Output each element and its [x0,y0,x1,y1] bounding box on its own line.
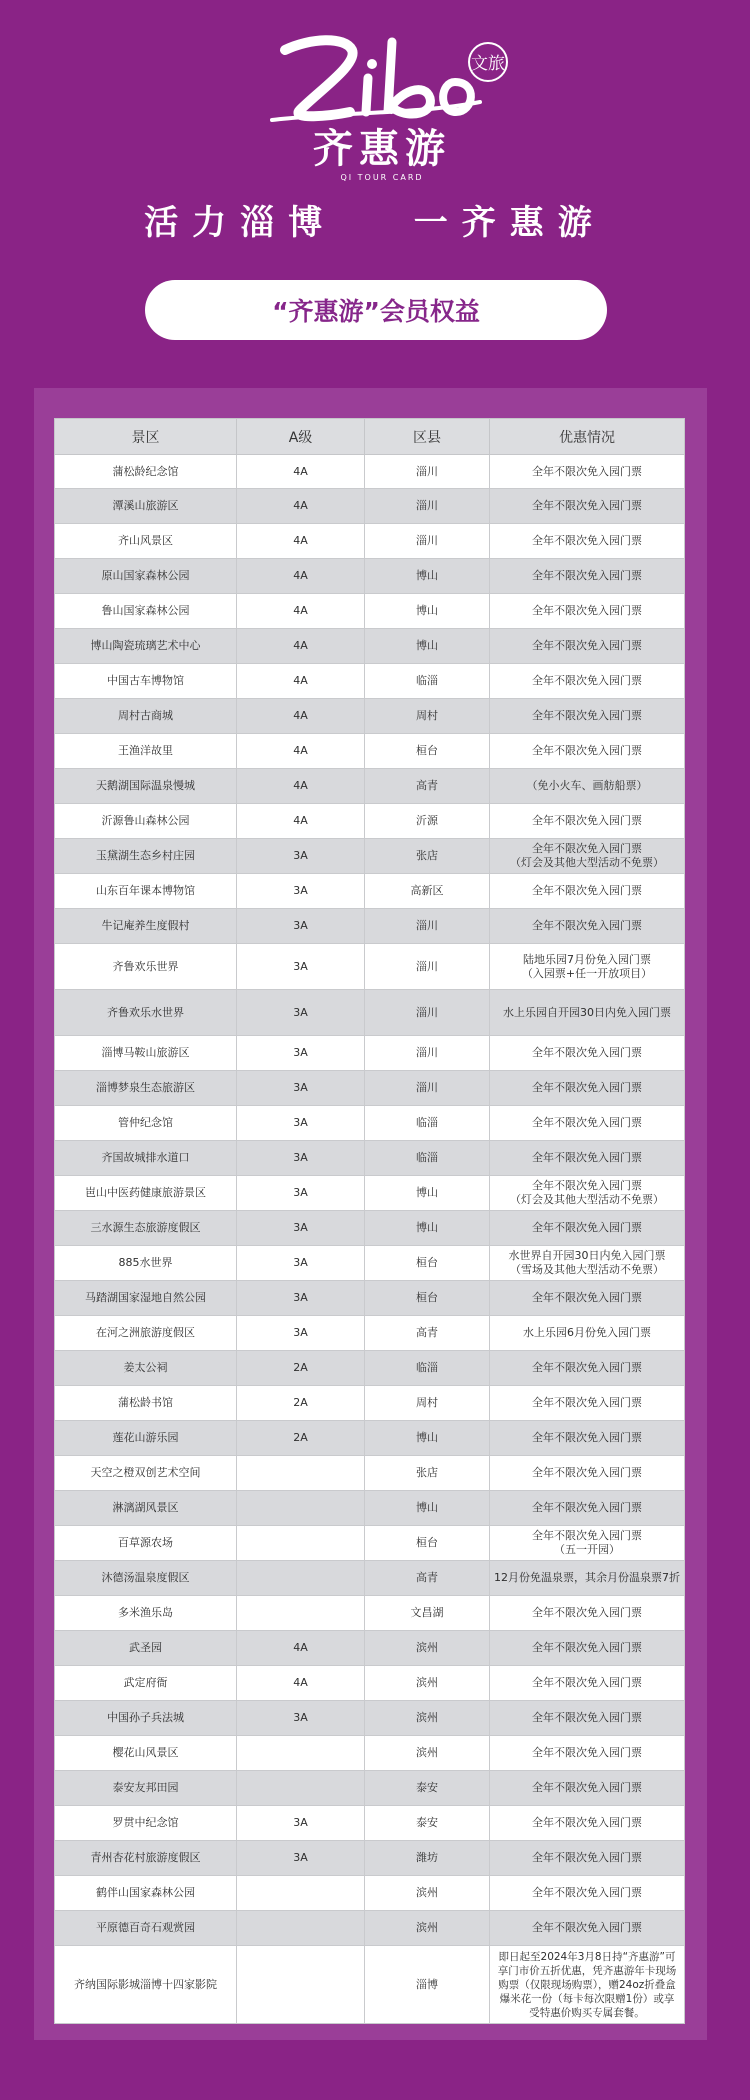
cell-level [237,1946,365,2024]
cell-scenic-spot: 樱花山风景区 [55,1736,237,1771]
cell-district: 博山 [365,629,490,664]
cell-district: 滨州 [365,1701,490,1736]
cell-offer: 全年不限次免入园门票 [490,524,685,559]
cell-level: 4A [237,699,365,734]
cell-district: 滨州 [365,1876,490,1911]
cell-offer: 水上乐园6月份免入园门票 [490,1316,685,1351]
table-row [55,1736,685,1771]
table-row [55,1106,685,1141]
cell-scenic-spot: 原山国家森林公园 [55,559,237,594]
cell-offer: 全年不限次免入园门票 [490,1596,685,1631]
cell-offer: 全年不限次免入园门票 [490,1666,685,1701]
cell-offer: 全年不限次免入园门票 [490,1071,685,1106]
cell-scenic-spot: 天空之橙双创艺术空间 [55,1456,237,1491]
header-scenic-spot: 景区 [55,419,237,455]
table-row [55,1841,685,1876]
cell-scenic-spot: 管仲纪念馆 [55,1106,237,1141]
table-row [55,1071,685,1106]
cell-scenic-spot: 在河之洲旅游度假区 [55,1316,237,1351]
cell-offer: 全年不限次免入园门票 [490,489,685,524]
cell-scenic-spot: 齐鲁欢乐世界 [55,944,237,990]
table-row [55,1596,685,1631]
cell-level: 4A [237,1631,365,1666]
table-row [55,1351,685,1386]
table-row [55,1386,685,1421]
cell-level: 4A [237,734,365,769]
cell-level: 3A [237,1141,365,1176]
cell-district: 淄川 [365,524,490,559]
table-row [55,1771,685,1806]
cell-level [237,1526,365,1561]
cell-district: 博山 [365,1211,490,1246]
cell-offer: 全年不限次免入园门票 [490,1386,685,1421]
cell-level: 3A [237,1806,365,1841]
slogan-left: 活力淄博 [144,203,337,243]
cell-district: 博山 [365,1491,490,1526]
header-offer: 优惠情况 [490,419,685,455]
table-row [55,1281,685,1316]
cell-level: 4A [237,664,365,699]
cell-district: 滨州 [365,1666,490,1701]
cell-offer: 全年不限次免入园门票 [490,1351,685,1386]
cell-scenic-spot: 王渔洋故里 [55,734,237,769]
cell-offer: 全年不限次免入园门票 [490,1876,685,1911]
cell-district: 张店 [365,1456,490,1491]
cell-level: 3A [237,1036,365,1071]
table-header-row [55,419,685,455]
table-row [55,1456,685,1491]
table-row [55,990,685,1036]
cell-level: 3A [237,1701,365,1736]
cell-offer: 全年不限次免入园门票 [490,1211,685,1246]
table-row [55,1491,685,1526]
cell-district: 博山 [365,1421,490,1456]
cell-scenic-spot: 莲花山游乐园 [55,1421,237,1456]
cell-level: 4A [237,594,365,629]
table-row [55,769,685,804]
cell-offer: 全年不限次免入园门票 [490,1911,685,1946]
cell-level: 3A [237,1841,365,1876]
cell-district: 张店 [365,839,490,874]
cell-level: 4A [237,455,365,489]
cell-district: 临淄 [365,1106,490,1141]
cell-level [237,1876,365,1911]
cell-level: 2A [237,1351,365,1386]
table-row [55,489,685,524]
cell-offer: 全年不限次免入园门票 [490,804,685,839]
cell-offer: 全年不限次免入园门票 [490,1771,685,1806]
cell-district: 淄川 [365,1071,490,1106]
logo-brush-z [285,40,353,116]
cell-level [237,1491,365,1526]
cell-district: 临淄 [365,1141,490,1176]
table-row [55,629,685,664]
cell-district: 桓台 [365,1246,490,1281]
table-row [55,1701,685,1736]
cell-level: 4A [237,559,365,594]
cell-level [237,1771,365,1806]
table-row [55,1561,685,1596]
cell-level: 2A [237,1421,365,1456]
cell-level: 3A [237,1106,365,1141]
cell-scenic-spot: 885水世界 [55,1246,237,1281]
table-row [55,1806,685,1841]
cell-scenic-spot: 岜山中医药健康旅游景区 [55,1176,237,1211]
cell-level: 3A [237,839,365,874]
cell-offer: 12月份免温泉票，其余月份温泉票7折 [490,1561,685,1596]
table-row [55,1526,685,1561]
cell-district: 临淄 [365,1351,490,1386]
cell-district: 淄川 [365,1036,490,1071]
cell-offer: 即日起至2024年3月8日持“齐惠游”可享门市价五折优惠，凭齐惠游年卡现场购票（仅限现场购票），赠24oz折叠盒爆米花一份（每卡每次限赠1份）或享受特惠价购买专属套餐。 [490,1946,685,2024]
cell-level: 3A [237,944,365,990]
table-row [55,1176,685,1211]
cell-scenic-spot: 中国古车博物馆 [55,664,237,699]
cell-offer: 全年不限次免入园门票 [490,699,685,734]
logo-brush-i [366,78,368,112]
section-title: “齐惠游”会员权益 [272,297,480,326]
cell-level: 3A [237,1176,365,1211]
cell-district: 桓台 [365,1526,490,1561]
cell-district: 淄博 [365,1946,490,2024]
table-row [55,1631,685,1666]
cell-scenic-spot: 齐国故城排水道口 [55,1141,237,1176]
cell-offer: 全年不限次免入园门票 [490,1281,685,1316]
table-row [55,1911,685,1946]
table-row [55,1946,685,2024]
table-row [55,734,685,769]
cell-scenic-spot: 泰安友邦田园 [55,1771,237,1806]
cell-level: 4A [237,769,365,804]
table-row [55,909,685,944]
cell-level: 4A [237,524,365,559]
cell-level: 4A [237,629,365,664]
cell-offer: 全年不限次免入园门票 [490,559,685,594]
cell-scenic-spot: 三水源生态旅游度假区 [55,1211,237,1246]
table-row [55,1876,685,1911]
cell-offer: 全年不限次免入园门票 [490,1491,685,1526]
table-row [55,455,685,489]
cell-offer: 全年不限次免入园门票 [490,874,685,909]
cell-scenic-spot: 齐纳国际影城淄博十四家影院 [55,1946,237,2024]
cell-offer: 全年不限次免入园门票 [490,455,685,489]
logo-sub-text: QI TOUR CARD [340,173,424,182]
table-row [55,1211,685,1246]
cell-scenic-spot: 百草源农场 [55,1526,237,1561]
table-row [55,1246,685,1281]
cell-district: 周村 [365,1386,490,1421]
cell-scenic-spot: 平原德百奇石观赏园 [55,1911,237,1946]
cell-offer: 全年不限次免入园门票 （五一开园） [490,1526,685,1561]
cell-scenic-spot: 武定府衙 [55,1666,237,1701]
cell-district: 滨州 [365,1911,490,1946]
cell-district: 泰安 [365,1771,490,1806]
cell-offer: 全年不限次免入园门票 [490,909,685,944]
cell-district: 滨州 [365,1736,490,1771]
cell-level: 4A [237,804,365,839]
cell-offer: 水上乐园自开园30日内免入园门票 [490,990,685,1036]
cell-level: 4A [237,1666,365,1701]
slogan [0,195,750,244]
cell-offer: 全年不限次免入园门票 [490,734,685,769]
cell-level: 3A [237,1316,365,1351]
cell-scenic-spot: 周村古商城 [55,699,237,734]
cell-level: 3A [237,1211,365,1246]
table-row [55,1421,685,1456]
table-row [55,1316,685,1351]
cell-scenic-spot: 淄博梦泉生态旅游区 [55,1071,237,1106]
cell-district: 淄川 [365,489,490,524]
cell-level: 3A [237,909,365,944]
logo-main-text: 齐惠游 [313,125,451,172]
table-row [55,874,685,909]
cell-level: 3A [237,1071,365,1106]
cell-offer: 全年不限次免入园门票 [490,1736,685,1771]
logo-badge-text: 文旅 [471,54,505,74]
cell-offer: 全年不限次免入园门票 [490,1141,685,1176]
cell-district: 滨州 [365,1631,490,1666]
table-row [55,1141,685,1176]
cell-district: 淄川 [365,990,490,1036]
cell-scenic-spot: 鲁山国家森林公园 [55,594,237,629]
table-row [55,944,685,990]
cell-scenic-spot: 青州杏花村旅游度假区 [55,1841,237,1876]
cell-scenic-spot: 沐德汤温泉度假区 [55,1561,237,1596]
cell-offer: 全年不限次免入园门票 （灯会及其他大型活动不免票） [490,839,685,874]
cell-level [237,1911,365,1946]
cell-offer: 全年不限次免入园门票 [490,1806,685,1841]
table-row [55,699,685,734]
cell-offer: （免小火车、画舫船票） [490,769,685,804]
cell-offer: 全年不限次免入园门票 [490,594,685,629]
cell-scenic-spot: 淄博马鞍山旅游区 [55,1036,237,1071]
cell-scenic-spot: 罗贯中纪念馆 [55,1806,237,1841]
cell-level [237,1736,365,1771]
header-district: 区县 [365,419,490,455]
table-row [55,1036,685,1071]
cell-scenic-spot: 牛记庵养生度假村 [55,909,237,944]
cell-district: 博山 [365,559,490,594]
cell-offer: 水世界自开园30日内免入园门票 （雪场及其他大型活动不免票） [490,1246,685,1281]
section-title-banner [145,280,607,340]
cell-district: 高新区 [365,874,490,909]
table-row [55,1666,685,1701]
cell-district: 周村 [365,699,490,734]
cell-level: 3A [237,1281,365,1316]
cell-district: 桓台 [365,1281,490,1316]
cell-offer: 全年不限次免入园门票 [490,1701,685,1736]
cell-scenic-spot: 山东百年课本博物馆 [55,874,237,909]
cell-scenic-spot: 玉黛湖生态乡村庄园 [55,839,237,874]
cell-scenic-spot: 蒲松龄纪念馆 [55,455,237,489]
cell-district: 临淄 [365,664,490,699]
table-row [55,594,685,629]
cell-district: 淄川 [365,944,490,990]
benefits-table [54,418,685,2024]
cell-offer: 全年不限次免入园门票 [490,629,685,664]
cell-district: 高青 [365,1561,490,1596]
cell-level: 3A [237,1246,365,1281]
cell-district: 桓台 [365,734,490,769]
table-row [55,524,685,559]
cell-scenic-spot: 潭溪山旅游区 [55,489,237,524]
cell-scenic-spot: 博山陶瓷琉璃艺术中心 [55,629,237,664]
cell-scenic-spot: 沂源鲁山森林公园 [55,804,237,839]
cell-level: 4A [237,489,365,524]
cell-district: 博山 [365,1176,490,1211]
cell-district: 泰安 [365,1806,490,1841]
cell-district: 潍坊 [365,1841,490,1876]
cell-scenic-spot: 马踏湖国家湿地自然公园 [55,1281,237,1316]
cell-district: 高青 [365,769,490,804]
cell-district: 沂源 [365,804,490,839]
header-level: A级 [237,419,365,455]
cell-level: 3A [237,990,365,1036]
cell-scenic-spot: 武圣园 [55,1631,237,1666]
table-row [55,559,685,594]
cell-district: 高青 [365,1316,490,1351]
table-row [55,839,685,874]
cell-level [237,1561,365,1596]
cell-offer: 全年不限次免入园门票 （灯会及其他大型活动不免票） [490,1176,685,1211]
cell-offer: 全年不限次免入园门票 [490,664,685,699]
logo-brush-b [388,42,430,114]
cell-offer: 全年不限次免入园门票 [490,1106,685,1141]
cell-district: 淄川 [365,909,490,944]
cell-scenic-spot: 鹤伴山国家森林公园 [55,1876,237,1911]
zibo-logo [0,20,750,190]
cell-district: 淄川 [365,455,490,489]
cell-scenic-spot: 齐鲁欢乐水世界 [55,990,237,1036]
cell-offer: 全年不限次免入园门票 [490,1631,685,1666]
cell-scenic-spot: 齐山风景区 [55,524,237,559]
table-row [55,664,685,699]
cell-scenic-spot: 多米渔乐岛 [55,1596,237,1631]
cell-level: 2A [237,1386,365,1421]
cell-scenic-spot: 淋漓湖风景区 [55,1491,237,1526]
cell-offer: 全年不限次免入园门票 [490,1841,685,1876]
cell-district: 文昌湖 [365,1596,490,1631]
cell-level: 3A [237,874,365,909]
slogan-right: 一齐惠游 [413,203,606,243]
cell-scenic-spot: 姜太公祠 [55,1351,237,1386]
cell-level [237,1456,365,1491]
cell-level [237,1596,365,1631]
cell-offer: 全年不限次免入园门票 [490,1036,685,1071]
cell-district: 博山 [365,594,490,629]
cell-offer: 全年不限次免入园门票 [490,1456,685,1491]
cell-offer: 陆地乐园7月份免入园门票 （入园票+任一开放项目） [490,944,685,990]
cell-scenic-spot: 蒲松龄书馆 [55,1386,237,1421]
cell-offer: 全年不限次免入园门票 [490,1421,685,1456]
cell-scenic-spot: 天鹅湖国际温泉慢城 [55,769,237,804]
table-row [55,804,685,839]
cell-scenic-spot: 中国孙子兵法城 [55,1701,237,1736]
